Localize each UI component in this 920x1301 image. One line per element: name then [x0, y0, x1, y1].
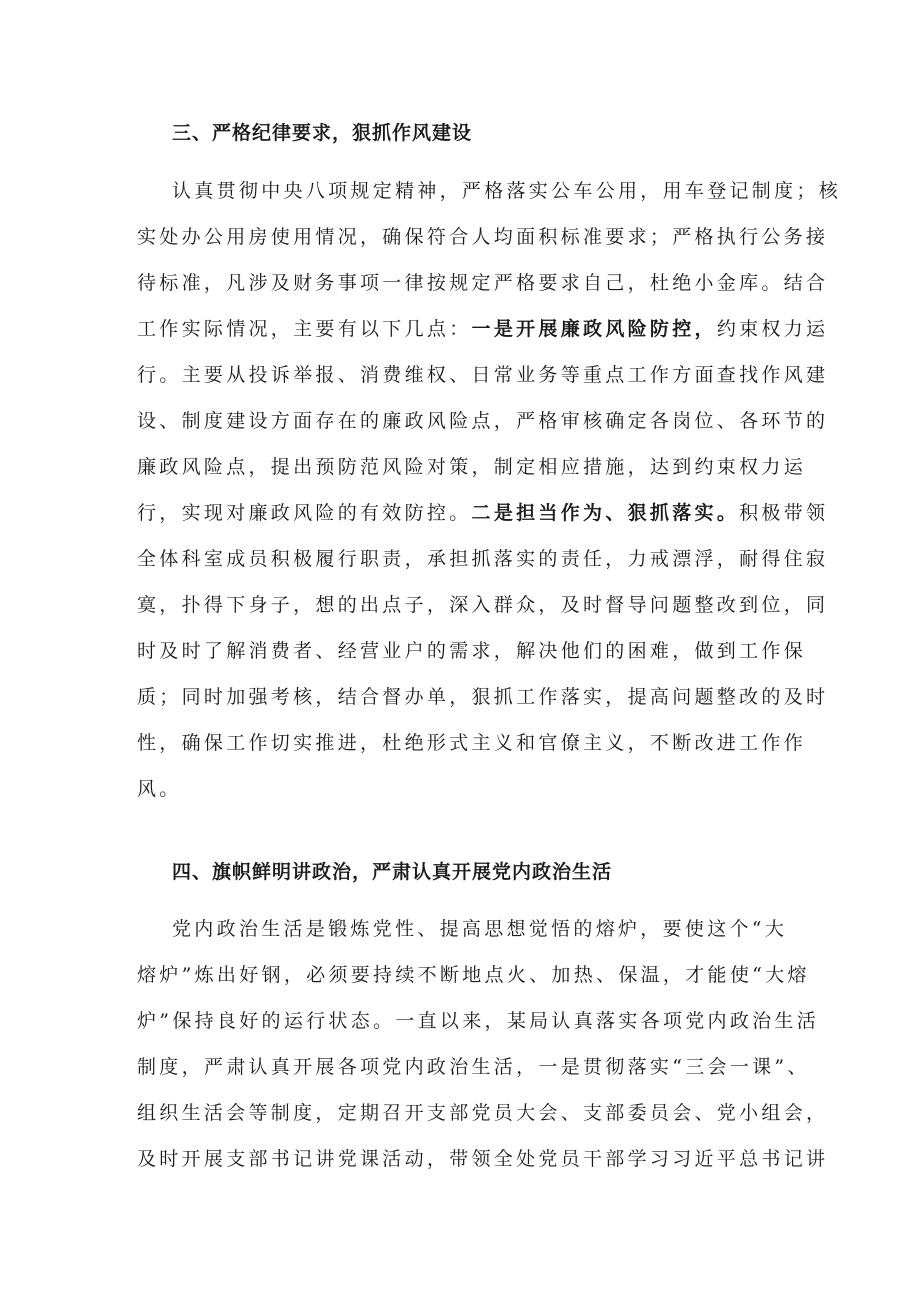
paragraph-line: 炉”保持良好的运行状态。一直以来，某局认真落实各项党内政治生活 [137, 1010, 820, 1032]
section-4-heading: 四、旗帜鲜明讲政治，严肃认真开展党内政治生活 [172, 861, 613, 883]
paragraph-line: 全体科室成员积极履行职责，承担抓落实的责任，力戒漂浮，耐得住寂 [137, 548, 829, 570]
paragraph-line: 时及时了解消费者、经营业户的需求，解决他们的困难，做到工作保 [137, 640, 807, 662]
paragraph-line: 设、制度建设方面存在的廉政风险点，严格审核确定各岗位、各环节的 [137, 410, 829, 432]
text-run: 约束权力运 [716, 318, 829, 340]
paragraph-line: 组织生活会等制度，定期召开支部党员大会、支部委员会、党小组会， [137, 1102, 829, 1124]
paragraph-line: 实处办公用房使用情况，确保符合人均面积标准要求；严格执行公务接 [137, 226, 829, 248]
bold-text-run: 二是担当作为、狠抓落实。 [471, 502, 740, 524]
paragraph-line: 熔炉”炼出好钢，必须要持续不断地点火、加热、保温，才能使“大熔 [137, 964, 810, 986]
bold-text-run: 一是开展廉政风险防控， [471, 318, 717, 340]
paragraph-line [137, 498, 828, 525]
paragraph-line [137, 314, 828, 341]
paragraph-line: 廉政风险点，提出预防范风险对策，制定相应措施，达到约束权力运 [137, 456, 807, 478]
text-run: 积极带领 [739, 502, 829, 524]
paragraph-line: 风。 [137, 778, 182, 800]
paragraph-line: 寞，扑得下身子，想的出点子，深入群众，及时督导问题整改到位，同 [137, 594, 829, 616]
text-run: 工作实际情况，主要有以下几点： [137, 318, 472, 340]
paragraph-line: 及时开展支部书记讲党课活动，带领全处党员干部学习习近平总书记讲 [137, 1148, 829, 1170]
paragraph-line: 性，确保工作切实推进，杜绝形式主义和官僚主义，不断改进工作作 [137, 732, 807, 754]
paragraph-line: 认真贯彻中央八项规定精神，严格落实公车公用，用车登记制度；核 [172, 180, 842, 202]
text-run: 行，实现对廉政风险的有效防控。 [137, 502, 472, 524]
section-3-heading: 三、严格纪律要求，狠抓作风建设 [172, 122, 473, 144]
paragraph-line: 党内政治生活是锻炼党性、提高思想觉悟的熔炉，要使这个“大 [172, 918, 788, 940]
paragraph-line: 待标准，凡涉及财务事项一律按规定严格要求自己，杜绝小金库。结合 [137, 272, 829, 294]
paragraph-line: 质；同时加强考核，结合督办单，狠抓工作落实，提高问题整改的及时 [137, 686, 829, 708]
paragraph-line: 制度，严肃认真开展各项党内政治生活，一是贯彻落实“三会一课”、 [137, 1056, 810, 1078]
paragraph-line: 行。主要从投诉举报、消费维权、日常业务等重点工作方面查找作风建 [137, 364, 829, 386]
